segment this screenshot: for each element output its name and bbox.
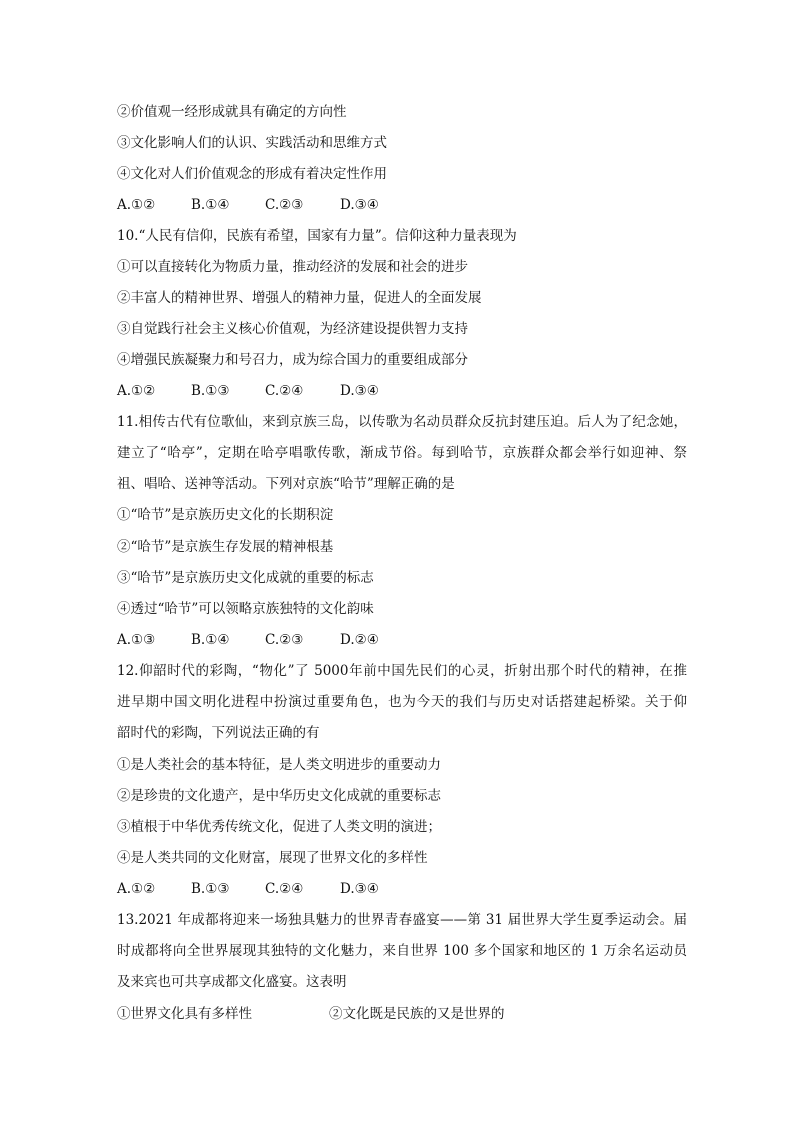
q9-option-d: D.③④: [340, 197, 379, 213]
q13-stem-line-2: 时成都将向全世界展现其独特的文化魅力，来自世界 100 多个国家和地区的 1 万余名运动员: [117, 943, 687, 959]
q11-stem-line-3: 祖、唱哈、送神等活动。下列对京族“哈节”理解正确的是: [117, 476, 455, 492]
q13-statement-1: ①世界文化具有多样性: [117, 1006, 252, 1022]
q11-option-d: D.②④: [340, 632, 379, 648]
q12-statement-4: ④是人类共同的文化财富，展现了世界文化的多样性: [117, 850, 428, 866]
q12-statement-1: ①是人类社会的基本特征，是人类文明进步的重要动力: [117, 757, 441, 773]
q10-statement-2: ②丰富人的精神世界、增强人的精神力量，促进人的全面发展: [117, 290, 482, 306]
q9-statement-2: ②价值观一经形成就具有确定的方向性: [117, 104, 347, 120]
q12-stem-line-1: 12.仰韶时代的彩陶，“物化”了 5000年前中国先民们的心灵，折射出那个时代的精神，在推: [117, 663, 687, 679]
q12-statement-3: ③植根于中华优秀传统文化，促进了人类文明的演进；: [117, 819, 441, 835]
q13-stem-line-1: 13.2021 年成都将迎来一场独具魅力的世界青春盛宴——第 31 届世界大学生夏季运动会。届: [117, 912, 687, 928]
q10-option-d: D.③④: [340, 383, 379, 399]
q9-option-c: C.②③: [265, 197, 304, 213]
q9-option-a: A.①②: [117, 197, 156, 213]
q13-statement-2: ②文化既是民族的又是世界的: [329, 1006, 505, 1022]
q11-stem-line-1: 11.相传古代有位歌仙，来到京族三岛，以传歌为名动员群众反抗封建压迫。后人为了纪念她，: [117, 414, 687, 430]
q10-statement-3: ③自觉践行社会主义核心价值观，为经济建设提供智力支持: [117, 321, 468, 337]
q10-stem: 10.“人民有信仰，民族有希望，国家有力量”。信仰这种力量表现为: [117, 228, 517, 244]
q10-statement-4: ④增强民族凝聚力和号召力，成为综合国力的重要组成部分: [117, 352, 468, 368]
q11-option-b: B.①④: [191, 632, 230, 648]
q12-stem-line-3: 韶时代的彩陶，下列说法正确的有: [117, 725, 320, 741]
q9-option-b: B.①④: [191, 197, 230, 213]
q11-statement-3: ③“哈节”是京族历史文化成就的重要的标志: [117, 570, 374, 586]
q11-statement-2: ②“哈节”是京族生存发展的精神根基: [117, 539, 334, 555]
q12-option-b: B.①③: [191, 881, 230, 897]
q11-statement-1: ①“哈节”是京族历史文化的长期积淀: [117, 507, 334, 523]
q11-statement-4: ④透过“哈节”可以领略京族独特的文化韵味: [117, 601, 374, 617]
q10-option-a: A.①②: [117, 383, 156, 399]
q11-option-c: C.②③: [265, 632, 304, 648]
q12-option-c: C.②④: [265, 881, 304, 897]
q9-statement-4: ④文化对人们价值观念的形成有着决定性作用: [117, 166, 387, 182]
q12-statement-2: ②是珍贵的文化遗产，是中华历史文化成就的重要标志: [117, 788, 441, 804]
q12-option-a: A.①②: [117, 881, 156, 897]
q10-option-b: B.①③: [191, 383, 230, 399]
q11-stem-line-2: 建立了“哈亭”，定期在哈亭唱歌传歌，渐成节俗。每到哈节，京族群众都会举行如迎神、祭: [117, 445, 687, 461]
q10-statement-1: ①可以直接转化为物质力量，推动经济的发展和社会的进步: [117, 259, 468, 275]
q13-stem-line-3: 及来宾也可共享成都文化盛宴。这表明: [117, 974, 347, 990]
q9-statement-3: ③文化影响人们的认识、实践活动和思维方式: [117, 135, 387, 151]
q10-option-c: C.②④: [265, 383, 304, 399]
q12-stem-line-2: 进早期中国文明化进程中扮演过重要角色，也为今天的我们与历史对话搭建起桥梁。关于仰: [117, 694, 687, 710]
q12-option-d: D.③④: [340, 881, 379, 897]
q11-option-a: A.①③: [117, 632, 156, 648]
